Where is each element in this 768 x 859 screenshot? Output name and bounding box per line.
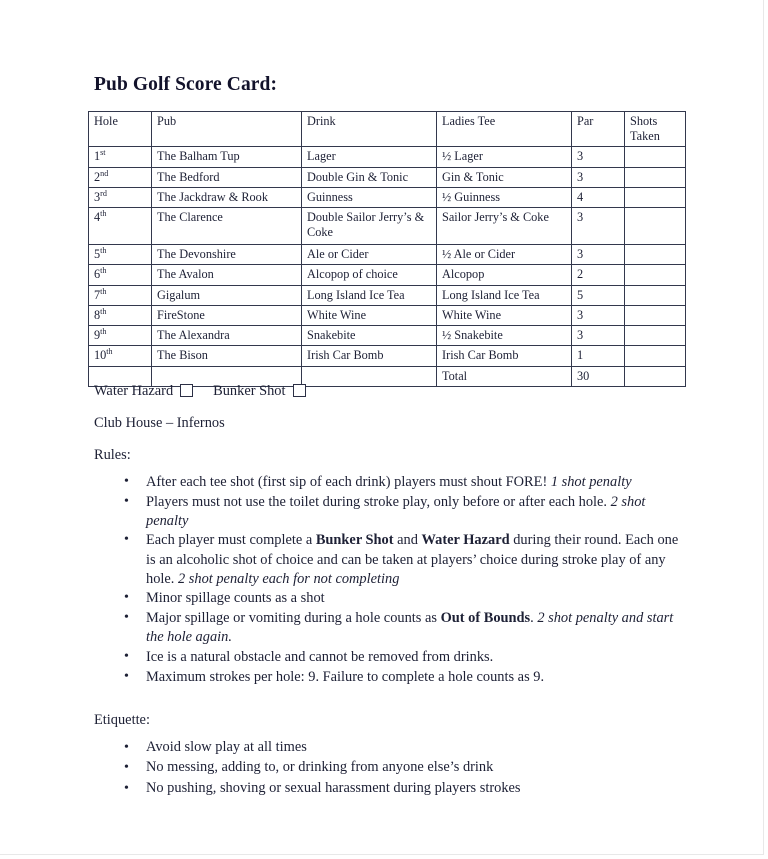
- emphasis-text: 1 shot penalty: [550, 474, 632, 490]
- cell-drink: Long Island Ice Tea: [302, 285, 437, 305]
- cell-shots-taken[interactable]: [625, 265, 686, 285]
- cell-pub: The Jackdraw & Rook: [152, 187, 302, 207]
- column-header-pub: Pub: [152, 112, 302, 147]
- cell-pub: Gigalum: [152, 285, 302, 305]
- body-text: Players must not use the toilet during stroke play, only before or after each hole.: [146, 493, 611, 510]
- column-header-ladies-tee: Ladies Tee: [437, 112, 572, 147]
- hole-ordinal-suffix: st: [100, 148, 106, 158]
- cell-ladies-tee: ½ Ale or Cider: [437, 245, 572, 265]
- hazard-checkbox-line: [94, 383, 308, 400]
- club-house-text: Club House – Infernos: [94, 415, 225, 431]
- list-item: [88, 758, 688, 778]
- list-item: [88, 779, 688, 799]
- cell-hole: 7th: [89, 285, 152, 305]
- cell-par: 3: [572, 167, 625, 187]
- cell-pub: FireStone: [152, 305, 302, 325]
- cell-shots-taken[interactable]: [625, 326, 686, 346]
- etiquette-list: [88, 738, 688, 799]
- cell-hole: 8th: [89, 305, 152, 325]
- cell-par: 1: [572, 346, 625, 366]
- hole-ordinal-suffix: rd: [100, 188, 107, 198]
- cell-shots-taken[interactable]: [625, 187, 686, 207]
- water-hazard-label: Water Hazard: [94, 383, 174, 400]
- total-shots-taken-value[interactable]: [625, 366, 686, 386]
- score-card-table: [88, 111, 686, 387]
- cell-ladies-tee: Gin & Tonic: [437, 167, 572, 187]
- cell-pub: The Clarence: [152, 208, 302, 245]
- water-hazard-checkbox[interactable]: [180, 384, 193, 397]
- cell-total-drink: [302, 366, 437, 386]
- cell-shots-taken[interactable]: [625, 305, 686, 325]
- body-text: No messing, adding to, or drinking from anyone else’s drink: [146, 759, 494, 776]
- table-header-row: [89, 112, 686, 147]
- emphasis-text: 2 shot penalty and start the hole again.: [146, 610, 674, 646]
- shots-taken-line-2: Taken: [630, 129, 660, 144]
- cell-hole: 6th: [89, 265, 152, 285]
- cell-par: 4: [572, 187, 625, 207]
- cell-hole: 2nd: [89, 167, 152, 187]
- cell-drink: Ale or Cider: [302, 245, 437, 265]
- body-text: during their round. Each one is an alcoholic shot of choice and can be taken at players’ choice during stroke play of any hole.: [146, 532, 679, 587]
- cell-hole: 3rd: [89, 187, 152, 207]
- cell-drink: Snakebite: [302, 326, 437, 346]
- cell-hole: 4th: [89, 208, 152, 245]
- body-text: No pushing, shoving or sexual harassment during players strokes: [146, 779, 521, 796]
- body-text: Avoid slow play at all times: [146, 739, 307, 755]
- cell-hole: 5th: [89, 245, 152, 265]
- cell-shots-taken[interactable]: [625, 208, 686, 245]
- bunker-shot-label: Bunker Shot: [213, 383, 286, 400]
- hole-ordinal-suffix: th: [100, 286, 107, 296]
- cell-ladies-tee: Alcopop: [437, 265, 572, 285]
- list-item: [88, 609, 688, 647]
- cell-par: 2: [572, 265, 625, 285]
- hole-ordinal-suffix: nd: [100, 168, 109, 178]
- shots-taken-line-1: Shots: [630, 114, 658, 128]
- table-row: [89, 147, 686, 167]
- list-item: [88, 589, 688, 608]
- cell-drink: Irish Car Bomb: [302, 346, 437, 366]
- hole-ordinal-suffix: th: [100, 209, 107, 219]
- body-text: Major spillage or vomiting during a hole counts as: [146, 610, 441, 627]
- cell-par: 3: [572, 326, 625, 346]
- list-item: [88, 531, 688, 588]
- cell-shots-taken[interactable]: [625, 285, 686, 305]
- rules-list: [88, 473, 688, 687]
- cell-pub: The Devonshire: [152, 245, 302, 265]
- cell-drink: Alcopop of choice: [302, 265, 437, 285]
- cell-pub: The Balham Tup: [152, 147, 302, 167]
- emphasis-text: 2 shot penalty each for not completing: [177, 570, 400, 587]
- table-body: [89, 147, 686, 386]
- body-text: .: [530, 610, 538, 627]
- cell-par: 3: [572, 305, 625, 325]
- table-row: [89, 265, 686, 285]
- body-text: Maximum strokes per hole: 9. Failure to complete a hole counts as 9.: [146, 668, 545, 685]
- list-item: [88, 668, 688, 687]
- column-header-shots-taken: [625, 112, 686, 147]
- cell-drink: Double Gin & Tonic: [302, 167, 437, 187]
- cell-par: 3: [572, 147, 625, 167]
- hole-ordinal-suffix: th: [100, 246, 107, 256]
- cell-shots-taken[interactable]: [625, 245, 686, 265]
- cell-hole: 1st: [89, 147, 152, 167]
- table-row: [89, 326, 686, 346]
- cell-ladies-tee: ½ Snakebite: [437, 326, 572, 346]
- page-title: Pub Golf Score Card:: [94, 74, 278, 95]
- cell-pub: The Bison: [152, 346, 302, 366]
- list-item: [88, 493, 688, 531]
- cell-ladies-tee: ½ Guinness: [437, 187, 572, 207]
- list-item: [88, 738, 688, 758]
- column-header-par: Par: [572, 112, 625, 147]
- cell-ladies-tee: ½ Lager: [437, 147, 572, 167]
- cell-drink: Double Sailor Jerry’s & Coke: [302, 208, 437, 245]
- cell-shots-taken[interactable]: [625, 167, 686, 187]
- table-row: [89, 305, 686, 325]
- cell-drink: White Wine: [302, 305, 437, 325]
- rules-heading: Rules:: [94, 447, 131, 463]
- cell-par: 5: [572, 285, 625, 305]
- list-item: [88, 648, 688, 667]
- emphasis-text: 2 shot penalty: [146, 493, 646, 529]
- strong-text: Bunker Shot: [315, 532, 394, 549]
- table-row: [89, 346, 686, 366]
- hole-ordinal-suffix: th: [100, 327, 107, 337]
- cell-shots-taken[interactable]: [625, 346, 686, 366]
- table-header: [89, 112, 686, 147]
- cell-ladies-tee: Long Island Ice Tea: [437, 285, 572, 305]
- hole-ordinal-suffix: th: [100, 306, 107, 316]
- cell-par: 3: [572, 245, 625, 265]
- etiquette-heading: Etiquette:: [94, 712, 150, 728]
- strong-text: Out of Bounds: [440, 610, 531, 627]
- cell-ladies-tee: Sailor Jerry’s & Coke: [437, 208, 572, 245]
- body-text: Each player must complete a: [146, 532, 316, 549]
- body-text: Minor spillage counts as a shot: [146, 590, 325, 607]
- hole-ordinal-suffix: th: [106, 347, 113, 357]
- total-label: Total: [437, 366, 572, 386]
- cell-ladies-tee: White Wine: [437, 305, 572, 325]
- column-header-drink: Drink: [302, 112, 437, 147]
- cell-hole: 9th: [89, 326, 152, 346]
- cell-pub: The Alexandra: [152, 326, 302, 346]
- cell-hole: 10th: [89, 346, 152, 366]
- table-row: [89, 187, 686, 207]
- body-text: After each tee shot (first sip of each drink) players must shout FORE!: [146, 474, 551, 490]
- strong-text: Water Hazard: [421, 532, 510, 549]
- column-header-hole: Hole: [89, 112, 152, 147]
- body-text: Ice is a natural obstacle and cannot be removed from drinks.: [146, 648, 494, 665]
- body-text: and: [393, 532, 422, 549]
- cell-drink: Lager: [302, 147, 437, 167]
- table-row: [89, 208, 686, 245]
- cell-pub: The Avalon: [152, 265, 302, 285]
- table-row: [89, 245, 686, 265]
- table-row: [89, 285, 686, 305]
- cell-shots-taken[interactable]: [625, 147, 686, 167]
- list-item: [88, 473, 688, 492]
- cell-par: 3: [572, 208, 625, 245]
- cell-pub: The Bedford: [152, 167, 302, 187]
- hole-ordinal-suffix: th: [100, 266, 107, 276]
- cell-drink: Guinness: [302, 187, 437, 207]
- total-par-value: 30: [572, 366, 625, 386]
- cell-ladies-tee: Irish Car Bomb: [437, 346, 572, 366]
- table-row: [89, 167, 686, 187]
- bunker-shot-checkbox[interactable]: [293, 384, 306, 397]
